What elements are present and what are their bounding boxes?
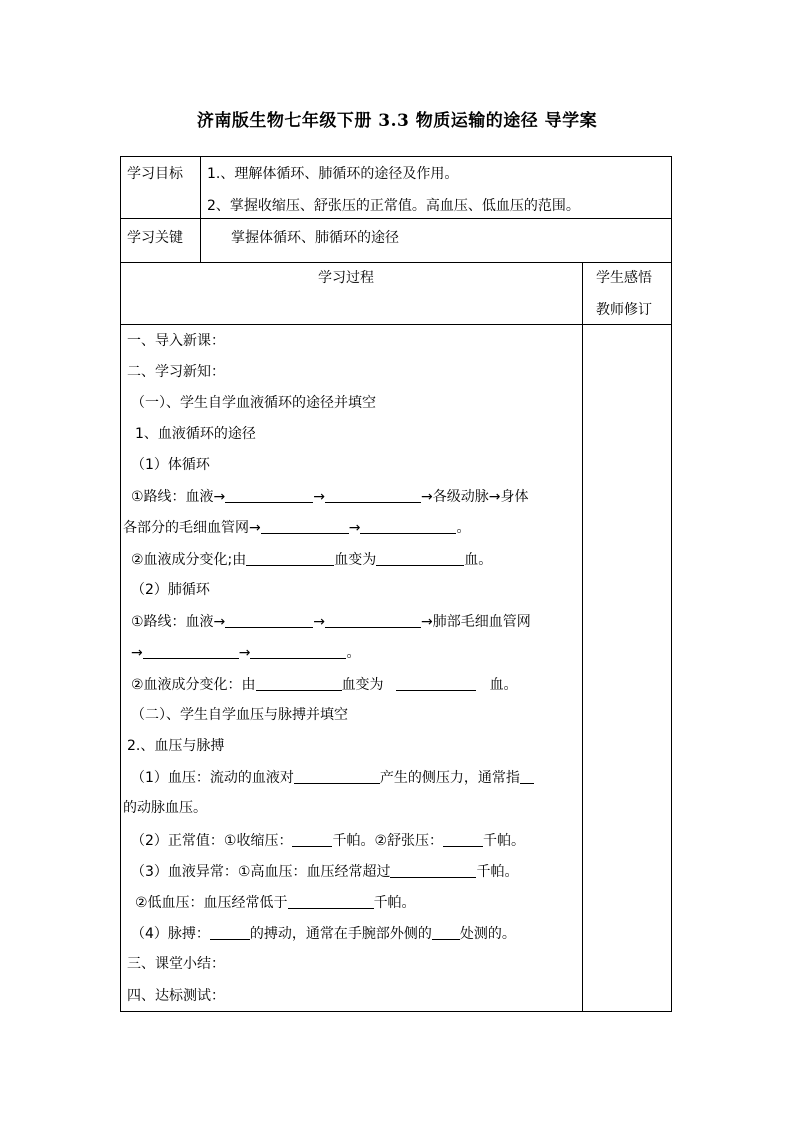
normal-values: [131, 832, 525, 849]
text-fragment: 。: [456, 520, 471, 536]
fill-blank[interactable]: [143, 644, 239, 659]
text-fragment: ①路线：血液→: [131, 614, 226, 630]
pulmonary-route-line: [131, 613, 531, 630]
page-title: 济南版生物七年级下册 3.3 物质运输的途径 导学案: [196, 111, 598, 131]
heading-circulation-route: 1、血液循环的途径: [135, 426, 256, 442]
goal-1: 1.、理解体循环、肺循环的途径及作用。: [207, 166, 459, 182]
fill-blank[interactable]: [288, 894, 374, 909]
pulmonary-blood-change: [131, 676, 518, 693]
section-summary: 三、课堂小结：: [127, 956, 225, 972]
key-text: 掌握体循环、肺循环的途径: [231, 230, 399, 246]
fill-blank[interactable]: [250, 644, 346, 659]
systemic-route-line: [131, 488, 528, 505]
goals-label: 学习目标: [127, 166, 183, 182]
low-blood-pressure: [135, 894, 416, 911]
section-intro: 一、导入新课：: [127, 333, 225, 349]
text-fragment: →: [238, 645, 251, 661]
text-fragment: （2）正常值：①收缩压：: [131, 833, 293, 849]
section-test: 四、达标测试：: [127, 988, 225, 1004]
col-divider-label: [200, 157, 201, 262]
heading-pulmonary: （2）肺循环: [131, 582, 210, 598]
text-fragment: 血变为: [334, 552, 377, 568]
goal-2: 2、掌握收缩压、舒张压的正常值。高血压、低血压的范围。: [207, 198, 580, 214]
fill-blank[interactable]: [325, 613, 421, 628]
fill-blank[interactable]: [210, 925, 250, 940]
text-fragment: 各部分的毛细血管网→: [123, 520, 261, 536]
side-label-reflection: 学生感悟: [596, 270, 652, 286]
pulse-line: [131, 925, 516, 942]
text-fragment: →: [348, 520, 361, 536]
text-fragment: 产生的侧压力，通常指: [379, 770, 520, 786]
text-fragment: ①路线：血液→: [131, 489, 226, 505]
text-fragment: →肺部毛细血管网: [421, 614, 531, 630]
fill-blank[interactable]: [256, 676, 342, 691]
key-label: 学习关键: [127, 230, 183, 246]
fill-blank[interactable]: [261, 519, 349, 534]
fill-blank[interactable]: [294, 769, 380, 784]
text-fragment: ②低血压：血压经常低于: [135, 895, 288, 911]
text-fragment: 。: [346, 645, 361, 661]
fill-blank[interactable]: [520, 769, 534, 784]
section-new-knowledge: 二、学习新知：: [127, 364, 225, 380]
col-divider-side: [582, 262, 583, 1011]
fill-blank[interactable]: [396, 676, 476, 691]
fill-blank[interactable]: [360, 519, 456, 534]
text-fragment: （1）血压：流动的血液对: [131, 770, 294, 786]
text-fragment: →: [131, 645, 143, 661]
side-label-revision: 教师修订: [596, 302, 652, 318]
text-fragment: →: [313, 489, 326, 505]
text-fragment: 血。: [464, 552, 493, 568]
text-fragment: ②血液成分变化：由: [131, 677, 256, 693]
fill-blank[interactable]: [225, 488, 313, 503]
fill-blank[interactable]: [390, 863, 476, 878]
fill-blank[interactable]: [432, 925, 460, 940]
text-fragment: 千帕。: [476, 864, 519, 880]
text-fragment: 血。: [489, 677, 518, 693]
text-fragment: 千帕。: [373, 895, 416, 911]
text-fragment: （3）血液异常：①高血压：血压经常超过: [131, 864, 391, 880]
high-blood-pressure: [131, 863, 518, 880]
pulmonary-route-line-2: [131, 644, 360, 661]
fill-blank[interactable]: [443, 832, 483, 847]
heading-systemic: （1）体循环: [131, 457, 210, 473]
text-fragment: ②血液成分变化;由: [131, 552, 247, 568]
row-divider-key: [121, 262, 671, 263]
fill-blank[interactable]: [246, 551, 334, 566]
subsection-blood-pressure: （二）、学生自学血压与脉搏并填空: [131, 707, 348, 723]
systemic-blood-change: [131, 551, 492, 568]
fill-blank[interactable]: [225, 613, 313, 628]
systemic-route-line-2: [123, 519, 470, 536]
text-fragment: 千帕。②舒张压：: [332, 833, 444, 849]
blood-pressure-definition-2: 的动脉血压。: [123, 800, 207, 816]
text-fragment: 血变为: [341, 677, 384, 693]
fill-blank[interactable]: [325, 488, 421, 503]
text-fragment: →: [313, 614, 326, 630]
blood-pressure-definition: [131, 769, 534, 786]
fill-blank[interactable]: [292, 832, 332, 847]
study-guide-table: [120, 156, 672, 1012]
row-divider-goals: [121, 218, 671, 219]
text-fragment: 处测的。: [459, 926, 516, 942]
text-fragment: →各级动脉→身体: [421, 489, 529, 505]
row-divider-process: [121, 324, 671, 325]
fill-blank[interactable]: [376, 551, 464, 566]
text-fragment: 千帕。: [483, 833, 526, 849]
text-fragment: （4）脉搏：: [131, 926, 210, 942]
text-fragment: 的搏动，通常在手腕部外侧的: [249, 926, 432, 942]
subsection-circulation: （一）、学生自学血液循环的途径并填空: [131, 395, 376, 411]
process-label: 学习过程: [318, 270, 374, 286]
heading-blood-pressure-pulse: 2.、血压与脉搏: [127, 738, 225, 754]
